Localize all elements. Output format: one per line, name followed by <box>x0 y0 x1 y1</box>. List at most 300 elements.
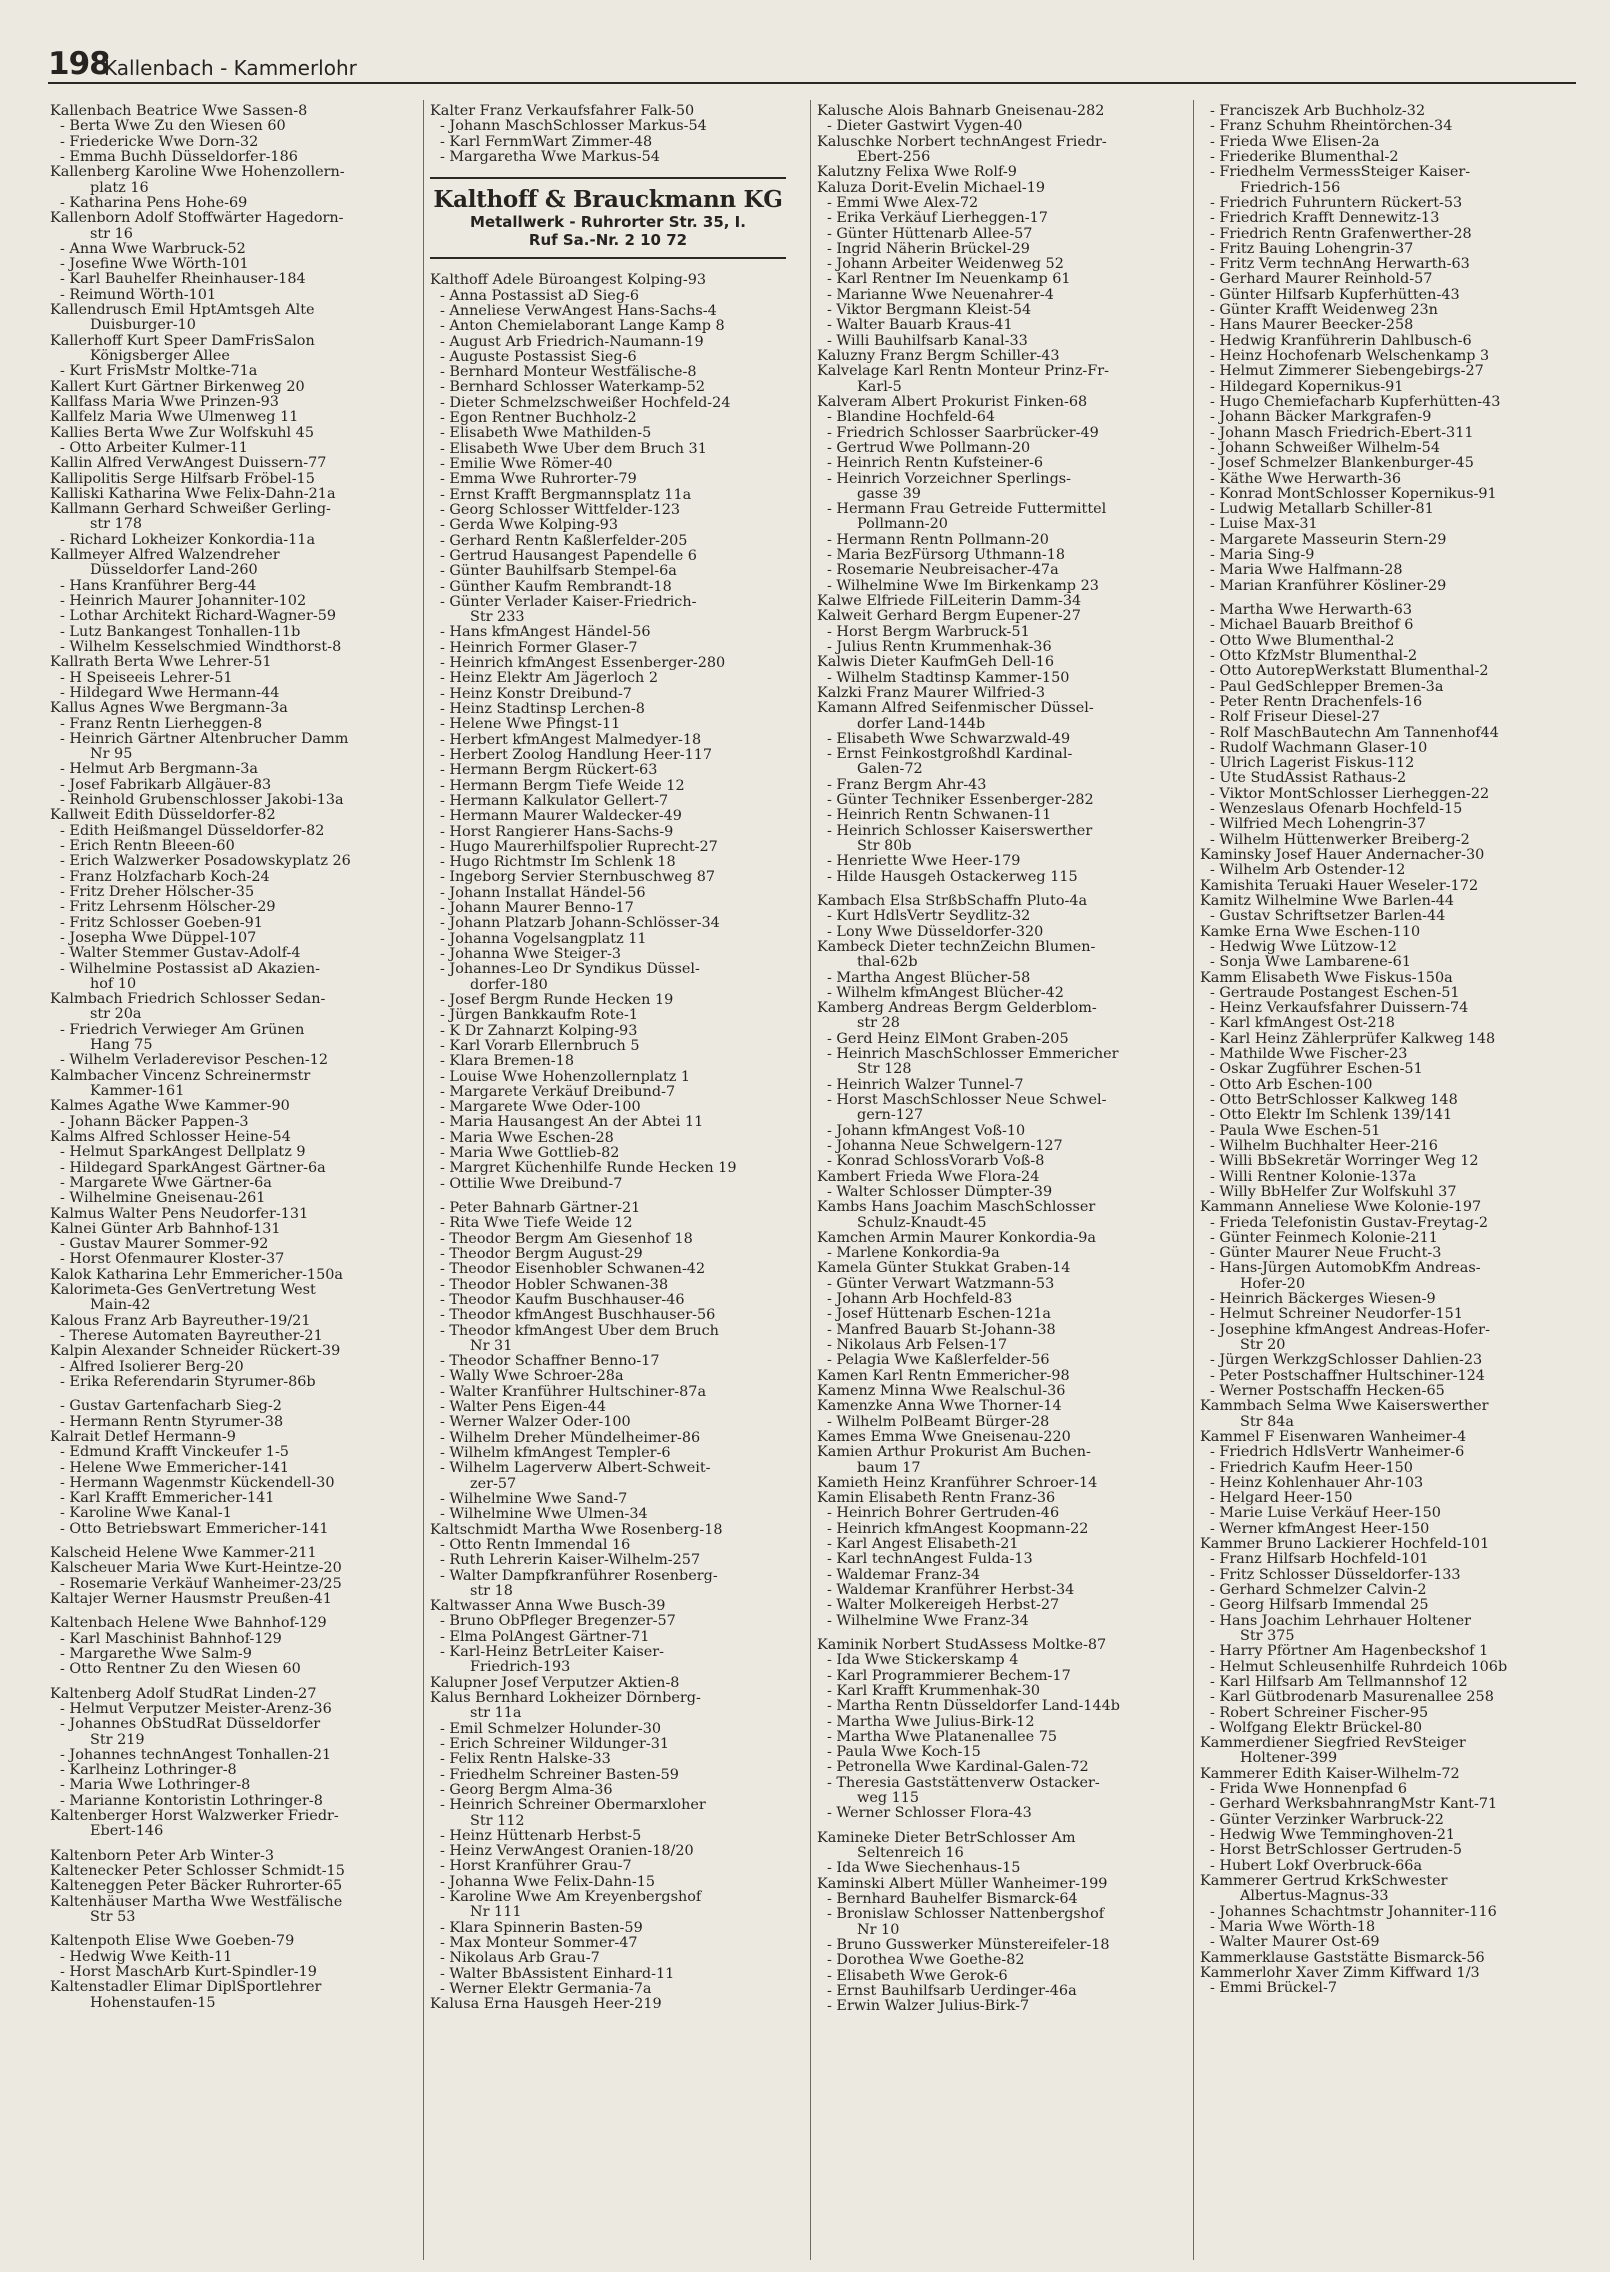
directory-entry: - Rudolf Wachmann Glaser-10 <box>1210 740 1428 756</box>
directory-entry: - Emilie Wwe Römer-40 <box>440 457 613 472</box>
directory-entry: - Jürgen Bankkaufm Rote-1 <box>440 1008 638 1024</box>
directory-entry: - Günter Verlader Kaiser-Friedrich- <box>440 594 697 610</box>
directory-entry: - Wilhelmine Postassist aD Akazien- <box>60 961 321 977</box>
directory-entry: - Karl kfmAngest Ost-218 <box>1210 1016 1395 1032</box>
directory-entry: Str 219 <box>90 1732 145 1748</box>
directory-entry: - Gerhard Schmelzer Calvin-2 <box>1210 1583 1427 1598</box>
directory-entry: str 178 <box>90 517 143 533</box>
entry-gap <box>817 1822 1173 1831</box>
directory-entry: - Willi Bauhilfsarb Kanal-33 <box>827 333 1028 349</box>
directory-entry: - Ruth Lehrerin Kaiser-Wilhelm-257 <box>440 1553 701 1569</box>
directory-column-3 <box>817 104 1173 2264</box>
directory-entry: - Waldemar Franz-34 <box>827 1567 981 1583</box>
directory-entry: Kamm Elisabeth Wwe Fiskus-150a <box>1200 970 1453 986</box>
directory-entry: - Karl Maschinist Bahnhof-129 <box>60 1631 282 1647</box>
directory-entry: - Hugo Maurerhilfspolier Ruprecht-27 <box>440 839 718 855</box>
directory-entry: Kalteneggen Peter Bäcker Ruhrorter-65 <box>50 1879 343 1895</box>
directory-entry: Str 112 <box>470 1813 525 1829</box>
directory-entry: - Günter Hüttenarb Allee-57 <box>827 226 1033 242</box>
directory-entry: - Edmund Krafft Vinckeufer 1-5 <box>60 1445 289 1461</box>
directory-entry: - Heinz Kohlenhauer Ahr-103 <box>1210 1475 1424 1491</box>
directory-entry: - Hedwig Wwe Lützow-12 <box>1210 939 1397 955</box>
directory-entry: - Rolf Friseur Diesel-27 <box>1210 710 1380 726</box>
directory-entry: - Manfred Bauarb St-Johann-38 <box>827 1322 1056 1338</box>
directory-entry: - Emmi Brückel-7 <box>1210 1981 1338 1997</box>
directory-entry: Kalzki Franz Maurer Wilfried-3 <box>817 685 1046 701</box>
directory-entry: Kammerer Gertrud KrkSchwester <box>1200 1873 1448 1889</box>
directory-entry: - Otto Rentner Zu den Wiesen 60 <box>60 1662 301 1678</box>
directory-entry: Kambach Elsa StrßbSchaffn Pluto-4a <box>817 893 1088 909</box>
directory-entry: - Walter BbAssistent Einhard-11 <box>440 1966 675 1982</box>
directory-entry: - Theodor Schaffner Benno-17 <box>440 1354 660 1370</box>
column-divider <box>423 100 424 2260</box>
directory-entry: Kallmann Gerhard Schweißer Gerling- <box>50 502 331 518</box>
directory-entry: Kalupner Josef Verputzer Aktien-8 <box>430 1675 680 1691</box>
directory-entry: - Franz Bergm Ahr-43 <box>827 777 987 793</box>
directory-column-4 <box>1200 104 1556 2264</box>
directory-entry: - Karl FernmWart Zimmer-48 <box>440 134 653 150</box>
directory-entry: gasse 39 <box>857 486 921 502</box>
directory-entry: - Karl Rentner Im Neuenkamp 61 <box>827 272 1071 288</box>
directory-entry: - Kurt HdlsVertr Seydlitz-32 <box>827 909 1031 925</box>
directory-entry: - Hermann Bergm Rückert-63 <box>440 763 658 779</box>
directory-entry: - Maria BezFürsorg Uthmann-18 <box>827 548 1066 564</box>
directory-entry: - Erich Rentn Bleeen-60 <box>60 839 235 854</box>
directory-entry: Kalwis Dieter KaufmGeh Dell-16 <box>817 655 1055 671</box>
directory-entry: - Helmut SparkAngest Dellplatz 9 <box>60 1145 306 1161</box>
directory-entry: - Robert Schreiner Fischer-95 <box>1210 1705 1429 1721</box>
directory-entry: - Johann Schweißer Wilhelm-54 <box>1210 440 1440 456</box>
directory-entry: str 11a <box>470 1706 522 1722</box>
directory-entry: - Heinrich Rentn Schwanen-11 <box>827 808 1052 824</box>
directory-entry: - Werner Walzer Oder-100 <box>440 1415 631 1431</box>
directory-entry: - Georg Schlosser Wittfelder-123 <box>440 502 681 518</box>
directory-entry: Kalscheuer Maria Wwe Kurt-Heintze-20 <box>50 1561 342 1577</box>
directory-entry: - Klara Bremen-18 <box>440 1054 574 1070</box>
directory-entry: - Berta Wwe Zu den Wiesen 60 <box>60 119 286 135</box>
directory-entry: Hofer-20 <box>1240 1276 1306 1292</box>
directory-entry: - Werner Postschaffn Hecken-65 <box>1210 1383 1445 1399</box>
directory-entry: Kalms Alfred Schlosser Heine-54 <box>50 1129 291 1145</box>
directory-entry: - Anton Chemielaborant Lange Kamp 8 <box>440 319 725 335</box>
directory-entry: - Walter Schlosser Dümpter-39 <box>827 1184 1053 1200</box>
directory-entry: - Franz Rentn Lierheggen-8 <box>60 716 263 732</box>
directory-entry: - Friedrich Krafft Dennewitz-13 <box>1210 211 1440 227</box>
directory-entry: platz 16 <box>90 180 149 196</box>
directory-entry: - Theresia Gaststättenverw Ostacker- <box>827 1775 1100 1791</box>
directory-entry: - Friedrich Schlosser Saarbrücker-49 <box>827 425 1099 441</box>
directory-entry: - Wilhelm Arb Ostender-12 <box>1210 863 1406 879</box>
directory-entry: - Otto Arb Eschen-100 <box>1210 1077 1373 1093</box>
directory-entry: - Friederike Blumenthal-2 <box>1210 149 1399 165</box>
directory-entry: dorfer-180 <box>470 977 548 993</box>
directory-entry: - Karl Bauhelfer Rheinhauser-184 <box>60 272 306 288</box>
directory-entry: - Josefine Wwe Wörth-101 <box>60 257 249 273</box>
directory-entry: - Erwin Walzer Julius-Birk-7 <box>827 1999 1030 2015</box>
directory-entry: - Richard Lokheizer Konkordia-11a <box>60 532 316 548</box>
directory-entry: hof 10 <box>90 976 137 992</box>
directory-entry: - Franz Schuhm Rheintörchen-34 <box>1210 119 1453 135</box>
directory-entry: Kaltenstadler Elimar DiplSportlehrer <box>50 1980 322 1996</box>
directory-entry: - Willi Rentner Kolonie-137a <box>1210 1169 1417 1185</box>
directory-entry: - Maria Wwe Gottlieb-82 <box>440 1146 620 1162</box>
directory-entry: - Felix Rentn Halske-33 <box>440 1752 611 1768</box>
directory-entry: - Lutz Bankangest Tonhallen-11b <box>60 624 301 640</box>
directory-entry: - Heinrich Schreiner Obermarxloher <box>440 1798 706 1814</box>
directory-entry: Kaltenpoth Elise Wwe Goeben-79 <box>50 1934 295 1950</box>
directory-entry: baum 17 <box>857 1460 921 1476</box>
directory-entry: - Gerhard Maurer Reinhold-57 <box>1210 272 1433 288</box>
directory-entry: - Erich Schreiner Wildunger-31 <box>440 1736 670 1752</box>
directory-entry: - Franz Holzfacharb Koch-24 <box>60 869 270 885</box>
directory-entry: - Paul GedSchlepper Bremen-3a <box>1210 679 1444 695</box>
directory-entry: - Martha Wwe Herwarth-63 <box>1210 603 1412 618</box>
directory-entry: - Hans Joachim Lehrhauer Holtener <box>1210 1613 1472 1629</box>
directory-entry: - Karl Heinz Zählerprüfer Kalkweg 148 <box>1210 1031 1496 1047</box>
directory-entry: - Luise Max-31 <box>1210 517 1318 533</box>
directory-entry: - Walter Kranführer Hultschiner-87a <box>440 1384 707 1400</box>
directory-entry: Karl-5 <box>857 379 902 395</box>
directory-entry: - Margarete Wwe Gärtner-6a <box>60 1175 272 1191</box>
entry-gap <box>50 1537 406 1546</box>
directory-entry: - Reimund Wörth-101 <box>60 287 217 303</box>
directory-entry: - Johann Bäcker Pappen-3 <box>60 1114 249 1130</box>
directory-entry: - Margarete Masseurin Stern-29 <box>1210 532 1447 548</box>
directory-entry: Kalter Franz Verkaufsfahrer Falk-50 <box>430 104 695 119</box>
column-divider <box>1193 100 1194 2260</box>
directory-entry: Friedrich-193 <box>470 1660 571 1676</box>
directory-entry: - Peter Bahnarb Gärtner-21 <box>440 1201 641 1216</box>
directory-entry: - Walter Stemmer Gustav-Adolf-4 <box>60 946 301 962</box>
directory-entry: Kamke Erna Wwe Eschen-110 <box>1200 924 1421 940</box>
directory-entry: - Margret Küchenhilfe Runde Hecken 19 <box>440 1161 737 1177</box>
directory-entry: Kaluza Dorit-Evelin Michael-19 <box>817 180 1046 196</box>
directory-entry: - Jürgen WerkzgSchlosser Dahlien-23 <box>1210 1353 1483 1369</box>
directory-entry: - Marlene Konkordia-9a <box>827 1246 1000 1262</box>
directory-entry: - Johanna Wwe Felix-Dahn-15 <box>440 1874 656 1890</box>
directory-entry: thal-62b <box>857 955 918 971</box>
directory-entry: Kallrath Berta Wwe Lehrer-51 <box>50 655 272 671</box>
directory-entry: - Paula Wwe Koch-15 <box>827 1745 981 1761</box>
directory-entry: - Theodor kfmAngest Buschhauser-56 <box>440 1308 716 1324</box>
directory-entry: - Karl Gütbrodenarb Masurenallee 258 <box>1210 1690 1494 1706</box>
directory-entry: - Friedrich Fuhruntern Rückert-53 <box>1210 195 1463 211</box>
directory-entry: - Frieda Wwe Elisen-2a <box>1210 134 1380 150</box>
directory-entry: - Hildegard Wwe Hermann-44 <box>60 685 280 701</box>
directory-entry: Kalusche Alois Bahnarb Gneisenau-282 <box>817 104 1105 119</box>
directory-entry: Kambeck Dieter technZeichn Blumen- <box>817 939 1096 955</box>
directory-entry: Kammerer Edith Kaiser-Wilhelm-72 <box>1200 1766 1460 1782</box>
directory-entry: - Martha Wwe Julius-Birk-12 <box>827 1714 1035 1730</box>
directory-entry: - Heinrich Maurer Johanniter-102 <box>60 594 307 609</box>
directory-entry: str 28 <box>857 1016 900 1032</box>
directory-entry: - Willi BbSekretär Worringer Weg 12 <box>1210 1154 1479 1170</box>
directory-entry: - Horst MaschSchlosser Neue Schwel- <box>827 1093 1107 1108</box>
directory-entry: Kallfass Maria Wwe Prinzen-93 <box>50 394 279 410</box>
directory-entry: Kallenbach Beatrice Wwe Sassen-8 <box>50 104 308 119</box>
directory-entry: Kaltschmidt Martha Wwe Rosenberg-18 <box>430 1522 723 1538</box>
directory-entry: - Theodor Kaufm Buschhauser-46 <box>440 1292 685 1308</box>
directory-entry: gern-127 <box>857 1108 924 1124</box>
directory-entry: - Klara Spinnerin Basten-59 <box>440 1920 643 1936</box>
directory-entry: - Wilhelmine Wwe Sand-7 <box>440 1491 628 1507</box>
directory-entry: - Wilfried Mech Lohengrin-37 <box>1210 817 1426 833</box>
directory-entry: - Horst Ofenmaurer Kloster-37 <box>60 1252 285 1268</box>
directory-entry: Albertus-Magnus-33 <box>1240 1889 1389 1905</box>
directory-entry: - Johannes-Leo Dr Syndikus Düssel- <box>440 962 700 978</box>
directory-entry: - Ingeborg Servier Sternbuschweg 87 <box>440 870 716 886</box>
directory-entry: Kalpin Alexander Schneider Rückert-39 <box>50 1344 341 1360</box>
directory-entry: - Franz Hilfsarb Hochfeld-101 <box>1210 1552 1429 1568</box>
directory-entry: Kalvelage Karl Rentn Monteur Prinz-Fr- <box>817 364 1109 380</box>
directory-entry: - Johann kfmAngest Voß-10 <box>827 1123 1026 1139</box>
directory-entry: - Elma PolAngest Gärtner-71 <box>440 1629 650 1645</box>
directory-entry: - Theodor Bergm Am Giesenhof 18 <box>440 1231 693 1247</box>
directory-entry: - Nikolaus Arb Felsen-17 <box>827 1338 1008 1353</box>
directory-entry: Schulz-Knaudt-45 <box>857 1215 987 1231</box>
directory-entry: Kalus Bernhard Lokheizer Dörnberg- <box>430 1691 701 1706</box>
directory-entry: - Hugo Richtmstr Im Schlenk 18 <box>440 855 676 871</box>
directory-entry: str 20a <box>90 1007 142 1023</box>
directory-entry: - Gerd Heinz ElMont Graben-205 <box>827 1031 1069 1047</box>
directory-entry: - Anna Wwe Warbruck-52 <box>60 241 246 257</box>
directory-entry: Kamitz Wilhelmine Wwe Barlen-44 <box>1200 893 1455 909</box>
directory-entry: - Hans Kranführer Berg-44 <box>60 578 257 594</box>
page-header <box>48 42 1576 84</box>
directory-entry: - Bernhard Bauhelfer Bismarck-64 <box>827 1891 1078 1907</box>
directory-entry: - Otto BetrSchlosser Kalkweg 148 <box>1210 1093 1458 1108</box>
directory-entry: - Friedhelm Schreiner Basten-59 <box>440 1767 679 1783</box>
directory-entry: Str 20 <box>1240 1338 1286 1353</box>
directory-entry: - Johanna Neue Schwelgern-127 <box>827 1138 1063 1154</box>
directory-entry: - Hermann Rentn Styrumer-38 <box>60 1414 284 1430</box>
directory-entry: Kalliski Katharina Wwe Felix-Dahn-21a <box>50 486 336 502</box>
directory-entry: - Hermann Maurer Waldecker-49 <box>440 809 682 825</box>
directory-entry: - Kurt FrisMstr Moltke-71a <box>60 364 258 380</box>
directory-entry: Nr 111 <box>470 1905 522 1921</box>
entry-gap <box>1200 594 1556 603</box>
directory-entry: - Ulrich Lagerist Fiskus-112 <box>1210 756 1415 772</box>
directory-entry: - Erika Referendarin Styrumer-86b <box>60 1374 316 1390</box>
directory-entry: - Ottilie Wwe Dreibund-7 <box>440 1176 623 1192</box>
directory-entry: Kallipolitis Serge Hilfsarb Fröbel-15 <box>50 471 315 487</box>
directory-entry: - Theodor Hobler Schwanen-38 <box>440 1277 669 1293</box>
directory-entry: Nr 10 <box>857 1922 900 1938</box>
directory-entry: Königsberger Allee <box>90 349 230 364</box>
directory-entry: - Lothar Architekt Richard-Wagner-59 <box>60 609 336 625</box>
directory-entry: - Walter Maurer Ost-69 <box>1210 1935 1380 1951</box>
directory-entry: Kallerhoff Kurt Speer DamFrisSalon <box>50 333 315 349</box>
directory-entry: - Marian Kranführer Kösliner-29 <box>1210 578 1447 594</box>
directory-entry: - Otto AutorepWerkstatt Blumenthal-2 <box>1210 664 1489 680</box>
entry-gap <box>50 1390 406 1399</box>
directory-entry: - Fritz Schlosser Düsseldorfer-133 <box>1210 1567 1461 1583</box>
directory-entry: - Emmi Wwe Alex-72 <box>827 195 979 211</box>
directory-entry: Kaminski Albert Müller Wanheimer-199 <box>817 1876 1108 1892</box>
directory-entry: - Helmut Arb Bergmann-3a <box>60 762 258 778</box>
directory-entry: - Heinrich Former Glaser-7 <box>440 640 638 656</box>
directory-entry: - Dorothea Wwe Goethe-82 <box>827 1953 1025 1969</box>
directory-entry: - Wilhelm kfmAngest Templer-6 <box>440 1446 671 1461</box>
directory-entry: str 16 <box>90 226 133 242</box>
directory-entry: Kaluschke Norbert technAngest Friedr- <box>817 134 1107 150</box>
directory-entry: - Alfred Isolierer Berg-20 <box>60 1359 244 1375</box>
directory-entry: - Fritz Lehrsenm Hölscher-29 <box>60 900 276 916</box>
directory-entry: Kammel F Eisenwaren Wanheimer-4 <box>1200 1429 1467 1445</box>
running-head: Kallenbach - Kammerlohr <box>104 56 357 80</box>
directory-entry: - Günter Verwart Watzmann-53 <box>827 1276 1055 1292</box>
directory-entry: Kammer Bruno Lackierer Hochfeld-101 <box>1200 1537 1490 1553</box>
directory-entry: - Margarethe Wwe Salm-9 <box>60 1646 252 1662</box>
advertisement-box <box>430 177 786 259</box>
directory-entry: - Wilhelm Verladerevisor Peschen-12 <box>60 1053 329 1069</box>
directory-entry: - Erich Walzwerker Posadowskyplatz 26 <box>60 854 351 870</box>
directory-entry: Kambs Hans Joachim MaschSchlosser <box>817 1200 1096 1216</box>
directory-entry: - Elisabeth Wwe Mathilden-5 <box>440 426 652 442</box>
directory-entry: Kamieth Heinz Kranführer Schroer-14 <box>817 1475 1098 1491</box>
entry-gap <box>817 885 1173 894</box>
directory-entry: - Egon Rentner Buchholz-2 <box>440 411 637 427</box>
directory-entry: - Heinrich Bohrer Gertruden-46 <box>827 1506 1060 1522</box>
directory-entry: - Heinrich Schlosser Kaiserswerther <box>827 823 1093 839</box>
directory-entry: - Edith Heißmangel Düsseldorfer-82 <box>60 823 325 839</box>
directory-entry: - Marianne Kontoristin Lothringer-8 <box>60 1793 323 1809</box>
directory-entry: - Otto Betriebswart Emmericher-141 <box>60 1521 329 1537</box>
directory-entry: - Hedwig Kranführerin Dahlbusch-6 <box>1210 333 1472 349</box>
directory-entry: Kamchen Armin Maurer Konkordia-9a <box>817 1230 1097 1246</box>
directory-entry: - Heinrich MaschSchlosser Emmericher <box>827 1047 1119 1063</box>
entry-gap <box>817 1629 1173 1638</box>
directory-entry: Kamberg Andreas Bergm Gelderblom- <box>817 1001 1097 1017</box>
directory-entry: Kallert Kurt Gärtner Birkenweg 20 <box>50 379 305 395</box>
directory-entry: - Wilhelmine Wwe Franz-34 <box>827 1613 1029 1629</box>
directory-entry: Kallweit Edith Düsseldorfer-82 <box>50 808 276 824</box>
directory-entry: Kammerklause Gaststätte Bismarck-56 <box>1200 1950 1485 1966</box>
directory-entry: - Heinz Konstr Dreibund-7 <box>440 686 632 702</box>
directory-entry: - Günter Krafft Weidenweg 23n <box>1210 303 1438 319</box>
directory-entry: - Margarete Wwe Oder-100 <box>440 1100 641 1116</box>
directory-entry: - Margarete Verkäuf Dreibund-7 <box>440 1084 676 1100</box>
directory-entry: - Käthe Wwe Herwarth-36 <box>1210 471 1402 487</box>
directory-entry: - Wilhelm Hüttenwerker Breiberg-2 <box>1210 832 1470 848</box>
directory-entry: - Wilhelmine Wwe Im Birkenkamp 23 <box>827 578 1099 594</box>
directory-entry: Kaminik Norbert StudAssess Moltke-87 <box>817 1637 1107 1653</box>
directory-entry: - Friedrich Kaufm Heer-150 <box>1210 1460 1413 1476</box>
directory-entry: - Ernst Krafft Bergmannsplatz 11a <box>440 487 692 503</box>
directory-entry: - Karl Hilfsarb Am Tellmannshof 12 <box>1210 1674 1468 1690</box>
directory-entry: - Rita Wwe Tiefe Weide 12 <box>440 1216 633 1232</box>
directory-entry: - Wilhelm Kesselschmied Windthorst-8 <box>60 639 342 655</box>
directory-entry: - Willy BbHelfer Zur Wolfskuhl 37 <box>1210 1184 1457 1200</box>
directory-entry: Kalmbacher Vincenz Schreinermstr <box>50 1068 311 1084</box>
directory-entry: Galen-72 <box>857 762 923 778</box>
directory-entry: - Otto Wwe Blumenthal-2 <box>1210 633 1395 649</box>
directory-entry: - Friedrich HdlsVertr Wanheimer-6 <box>1210 1445 1465 1461</box>
directory-entry: - Heinrich Walzer Tunnel-7 <box>827 1077 1024 1093</box>
directory-entry: Kallin Alfred VerwAngest Duissern-77 <box>50 456 327 472</box>
directory-entry: str 18 <box>470 1583 513 1599</box>
directory-entry: Hang 75 <box>90 1038 153 1054</box>
directory-entry: Kammer-161 <box>90 1084 185 1099</box>
directory-entry: Str 375 <box>1240 1628 1295 1644</box>
directory-entry: - Maria Wwe Eschen-28 <box>440 1130 614 1146</box>
directory-entry: zer-57 <box>470 1476 517 1492</box>
directory-entry: Kaltenborn Peter Arb Winter-3 <box>50 1848 275 1864</box>
directory-entry: - Martha Rentn Düsseldorfer Land-144b <box>827 1699 1120 1715</box>
directory-entry: - Bronislaw Schlosser Nattenbergshof <box>827 1907 1105 1923</box>
directory-entry: - Heinrich Rentn Kufsteiner-6 <box>827 456 1043 472</box>
directory-entry: - Herbert Zoolog Handlung Heer-117 <box>440 747 713 763</box>
directory-entry: - Günter Verzinker Warbruck-22 <box>1210 1812 1444 1828</box>
directory-entry: - Friedhelm VermessSteiger Kaiser- <box>1210 165 1471 181</box>
directory-entry: Düsseldorfer Land-260 <box>90 563 258 579</box>
directory-entry: weg 115 <box>857 1791 920 1807</box>
directory-entry: - Walter Molkereigeh Herbst-27 <box>827 1598 1060 1614</box>
directory-entry: - Fritz Dreher Hölscher-35 <box>60 884 255 900</box>
directory-entry: - Max Monteur Sommer-47 <box>440 1936 638 1951</box>
directory-entry: - Erika Verkäuf Lierheggen-17 <box>827 211 1048 227</box>
directory-entry: Kaltenecker Peter Schlosser Schmidt-15 <box>50 1864 345 1879</box>
directory-entry: - Otto Elektr Im Schlenk 139/141 <box>1210 1108 1453 1124</box>
directory-entry: - Ida Wwe Stickerskamp 4 <box>827 1653 1019 1669</box>
directory-entry: Kamela Günter Stukkat Graben-14 <box>817 1261 1071 1277</box>
directory-entry: - Wilhelm Buchhalter Heer-216 <box>1210 1138 1438 1154</box>
directory-entry: - Hugo Chemiefacharb Kupferhütten-43 <box>1210 394 1501 410</box>
directory-entry: - Helmut Zimmerer Siebengebirgs-27 <box>1210 364 1484 380</box>
directory-entry: - Hermann Wagenmstr Kückendell-30 <box>60 1475 335 1491</box>
directory-entry: - Franciszek Arb Buchholz-32 <box>1210 104 1426 119</box>
directory-entry: - Günter Hilfsarb Kupferhütten-43 <box>1210 287 1460 303</box>
directory-entry: - Louise Wwe Hohenzollernplatz 1 <box>440 1069 691 1085</box>
directory-entry: - Friedrich Rentn Grafenwerther-28 <box>1210 226 1472 242</box>
directory-entry: - Katharina Pens Hohe-69 <box>60 195 248 211</box>
directory-entry: - Waldemar Kranführer Herbst-34 <box>827 1583 1075 1598</box>
directory-entry: - Emma Wwe Ruhrorter-79 <box>440 472 637 488</box>
directory-entry: - Josephine kfmAngest Andreas-Hofer- <box>1210 1322 1490 1338</box>
directory-entry: Kallenberg Karoline Wwe Hohenzollern- <box>50 165 345 181</box>
directory-entry: Kamineke Dieter BetrSchlosser Am <box>817 1830 1076 1846</box>
directory-entry: Kalorimeta-Ges GenVertretung West <box>50 1283 316 1299</box>
directory-entry: - Martha Wwe Platanenallee 75 <box>827 1729 1058 1745</box>
directory-entry: - Ida Wwe Siechenhaus-15 <box>827 1861 1021 1877</box>
directory-entry: Kallmeyer Alfred Walzendreher <box>50 548 280 564</box>
directory-entry: Kamann Alfred Seifenmischer Düssel- <box>817 701 1094 717</box>
directory-entry: Kambert Frieda Wwe Flora-24 <box>817 1169 1040 1185</box>
directory-column-1 <box>50 104 406 2264</box>
directory-entry: Hohenstaufen-15 <box>90 1995 216 2011</box>
directory-entry: - Herbert kfmAngest Malmedyer-18 <box>440 732 702 748</box>
directory-entry: - Maria Sing-9 <box>1210 548 1315 564</box>
directory-entry: - Josef Bergm Runde Hecken 19 <box>440 992 674 1008</box>
ad-address: Metallwerk - Ruhrorter Str. 35, I. <box>470 213 746 232</box>
directory-entry: - Gerhard WerksbahnrangMstr Kant-71 <box>1210 1797 1498 1813</box>
directory-entry: - Josef Schmelzer Blankenburger-45 <box>1210 456 1474 472</box>
directory-entry: - Johannes technAngest Tonhallen-21 <box>60 1747 332 1763</box>
directory-entry: - Heinz Hochofenarb Welschenkamp 3 <box>1210 349 1490 364</box>
directory-entry: - Werner Elektr Germania-7a <box>440 1981 652 1997</box>
directory-entry: - Viktor MontSchlosser Lierheggen-22 <box>1210 786 1490 802</box>
directory-entry: - Marie Luise Verkäuf Heer-150 <box>1210 1506 1441 1522</box>
directory-entry: - Heinrich kfmAngest Koopmann-22 <box>827 1521 1089 1537</box>
directory-entry: - Auguste Postassist Sieg-6 <box>440 349 637 365</box>
directory-entry: - Karl Vorarb Ellernbruch 5 <box>440 1038 640 1054</box>
directory-entry: - Horst Bergm Warbruck-51 <box>827 624 1030 640</box>
directory-entry: - Helmut Schleusenhilfe Ruhrdeich 106b <box>1210 1659 1508 1675</box>
directory-entry: - Heinrich kfmAngest Essenberger-280 <box>440 656 726 672</box>
directory-entry: Kaltenberg Adolf StudRat Linden-27 <box>50 1686 317 1702</box>
directory-entry: - Karl Angest Elisabeth-21 <box>827 1537 1019 1553</box>
directory-entry: - Karoline Wwe Kanal-1 <box>60 1506 232 1522</box>
